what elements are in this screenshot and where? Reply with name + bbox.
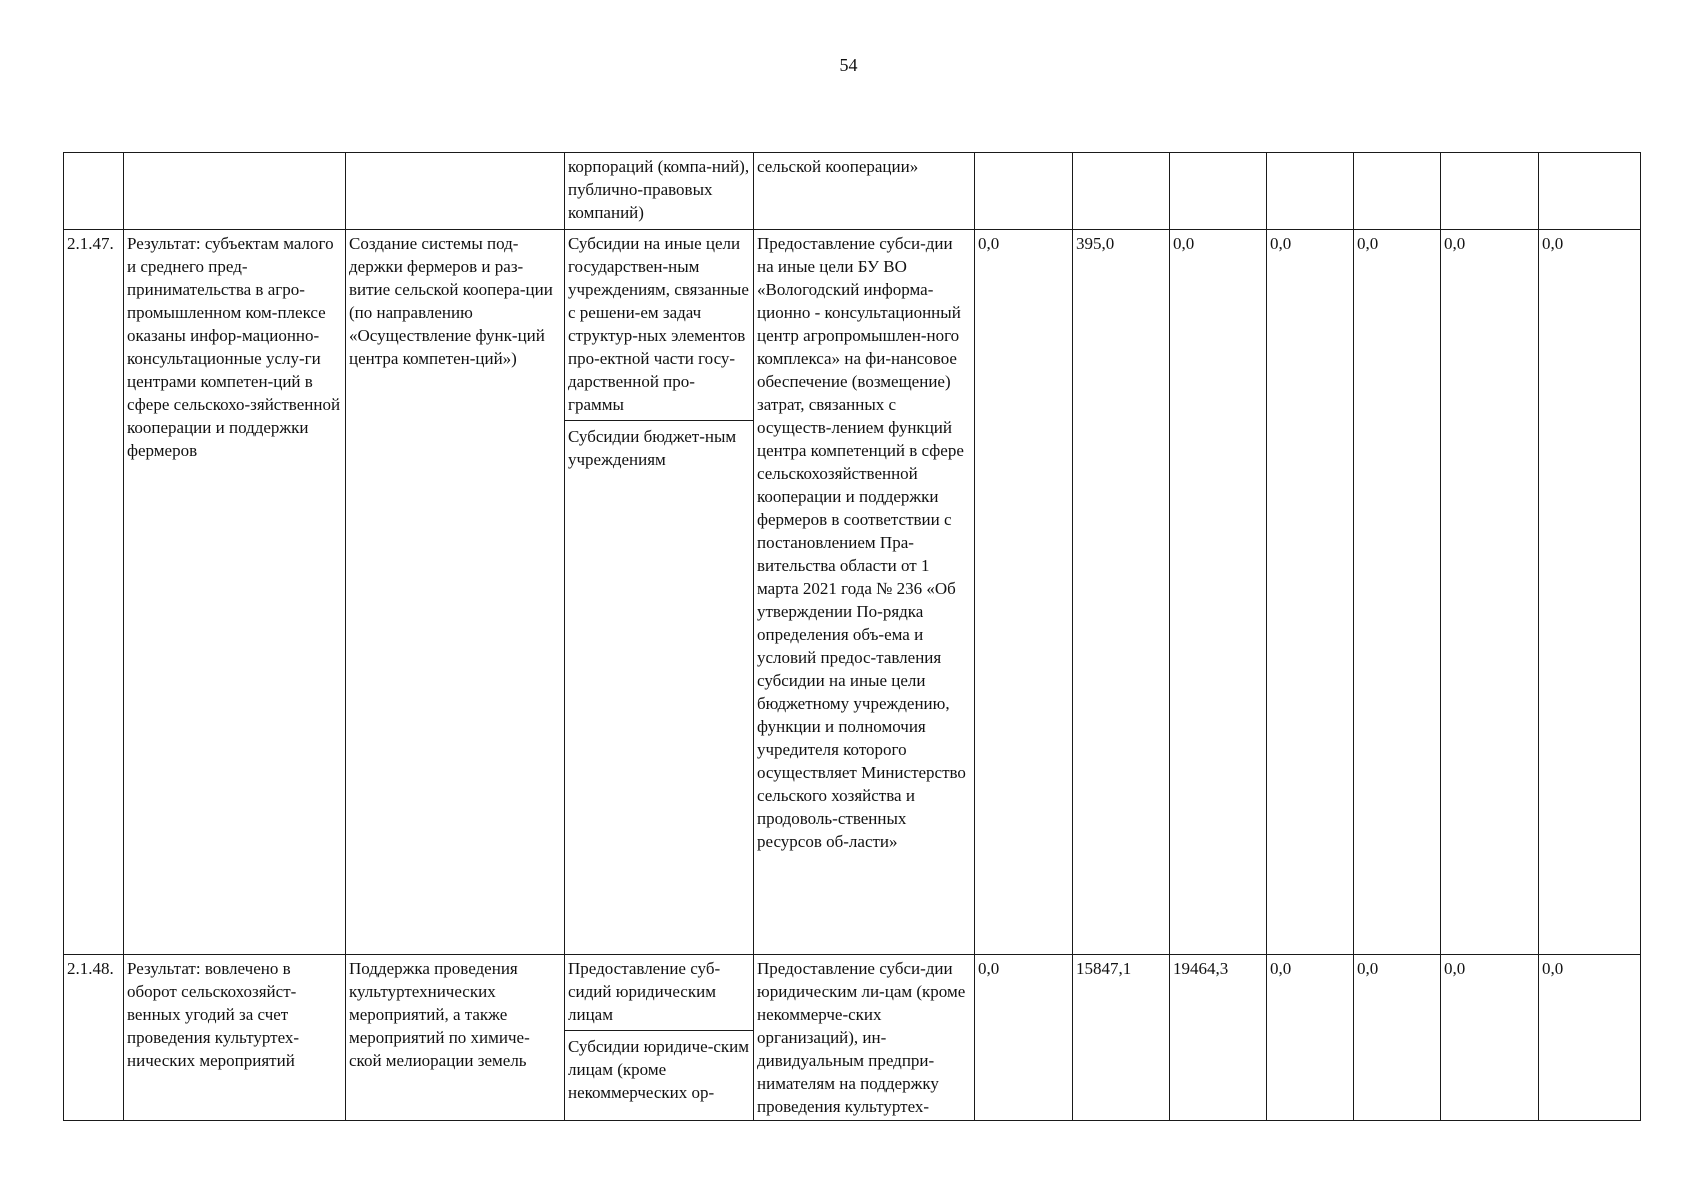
table-row — [64, 153, 1641, 230]
expense-type-line: Субсидии юридиче-ским лицам (кроме некоммерческих ор- — [568, 1037, 750, 1102]
activity-cell: Создание системы под-держки фермеров и раз-витие сельской коопера-ции (по направлению «Осуществление функ-ций центра компетен-ций») — [346, 230, 565, 955]
value-cell: 0,0 — [1354, 955, 1441, 1121]
result-cell: Результат: вовлечено в оборот сельскохозяйст-венных угодий за счет проведения культуртех-нических мероприятий — [124, 955, 346, 1121]
table-row — [64, 955, 1641, 1121]
expense-type-line: Предоставление суб-сидий юридическим лицам — [565, 955, 753, 1031]
expense-type-line: Субсидии на иные цели государствен-ным учреждениям, связанные с решени-ем задач структур-ных элементов про-ектной части госу-дарственной про-граммы — [565, 230, 753, 421]
row-id-cell: 2.1.47. — [64, 230, 124, 955]
value-cell — [975, 153, 1073, 230]
row-id-cell — [64, 153, 124, 230]
value-cell — [1267, 153, 1354, 230]
value-cell: 0,0 — [1441, 955, 1539, 1121]
expense-type-cell — [565, 955, 754, 1121]
value-cell: 0,0 — [1441, 230, 1539, 955]
budget-table — [63, 152, 1641, 1121]
value-cell — [1170, 153, 1267, 230]
value-cell: 395,0 — [1073, 230, 1170, 955]
value-cell: 0,0 — [1267, 230, 1354, 955]
table-row — [64, 230, 1641, 955]
description-cell: сельской кооперации» — [754, 153, 975, 230]
description-cell: Предоставление субси-дии юридическим ли-цам (кроме некоммерче-ских организаций), ин-дивидуальным предпри-нимателям на поддержку проведения культуртех- — [754, 955, 975, 1121]
value-cell — [1073, 153, 1170, 230]
expense-type-cell — [565, 230, 754, 955]
value-cell: 0,0 — [1354, 230, 1441, 955]
row-id-cell: 2.1.48. — [64, 955, 124, 1121]
value-cell: 15847,1 — [1073, 955, 1170, 1121]
value-cell — [1354, 153, 1441, 230]
value-cell — [1539, 153, 1641, 230]
value-cell: 0,0 — [1539, 955, 1641, 1121]
value-cell: 0,0 — [1267, 955, 1354, 1121]
value-cell: 0,0 — [1170, 230, 1267, 955]
description-cell: Предоставление субси-дии на иные цели БУ ВО «Вологодский информа-ционно - консультационный центр агропромышлен-ного комплекса» на фи-нансовое обеспечение (возмещение) затрат, связанных с осуществ-лением функций центра компетенций в сфере сельскохозяйственной кооперации и поддержки фермеров в соответствии с постановлением Пра-вительства области от 1 марта 2021 года № 236 «Об утверждении По-рядка определения объ-ема и условий предос-тавления субсидии на иные цели бюджетному учреждению, функции и полномочия учредителя которого осуществляет Министерство сельского хозяйства и продоволь-ственных ресурсов об-ласти» — [754, 230, 975, 955]
expense-type-line: корпораций (компа-ний), публично-правовых компаний) — [568, 157, 750, 222]
page-number: 54 — [839, 55, 858, 75]
expense-type-cell — [565, 153, 754, 230]
value-cell — [1441, 153, 1539, 230]
value-cell: 0,0 — [975, 955, 1073, 1121]
value-cell: 0,0 — [975, 230, 1073, 955]
value-cell: 19464,3 — [1170, 955, 1267, 1121]
result-cell: Результат: субъектам малого и среднего пред-принимательства в агро-промышленном ком-плексе оказаны инфор-мационно-консультационные услу-ги центрами компетен-ций в сфере сельскохо-зяйственной кооперации и поддержки фермеров — [124, 230, 346, 955]
value-cell: 0,0 — [1539, 230, 1641, 955]
activity-cell — [346, 153, 565, 230]
result-cell — [124, 153, 346, 230]
expense-type-line: Субсидии бюджет-ным учреждениям — [568, 427, 737, 469]
activity-cell: Поддержка проведения культуртехнических мероприятий, а также мероприятий по химиче-ской мелиорации земель — [346, 955, 565, 1121]
